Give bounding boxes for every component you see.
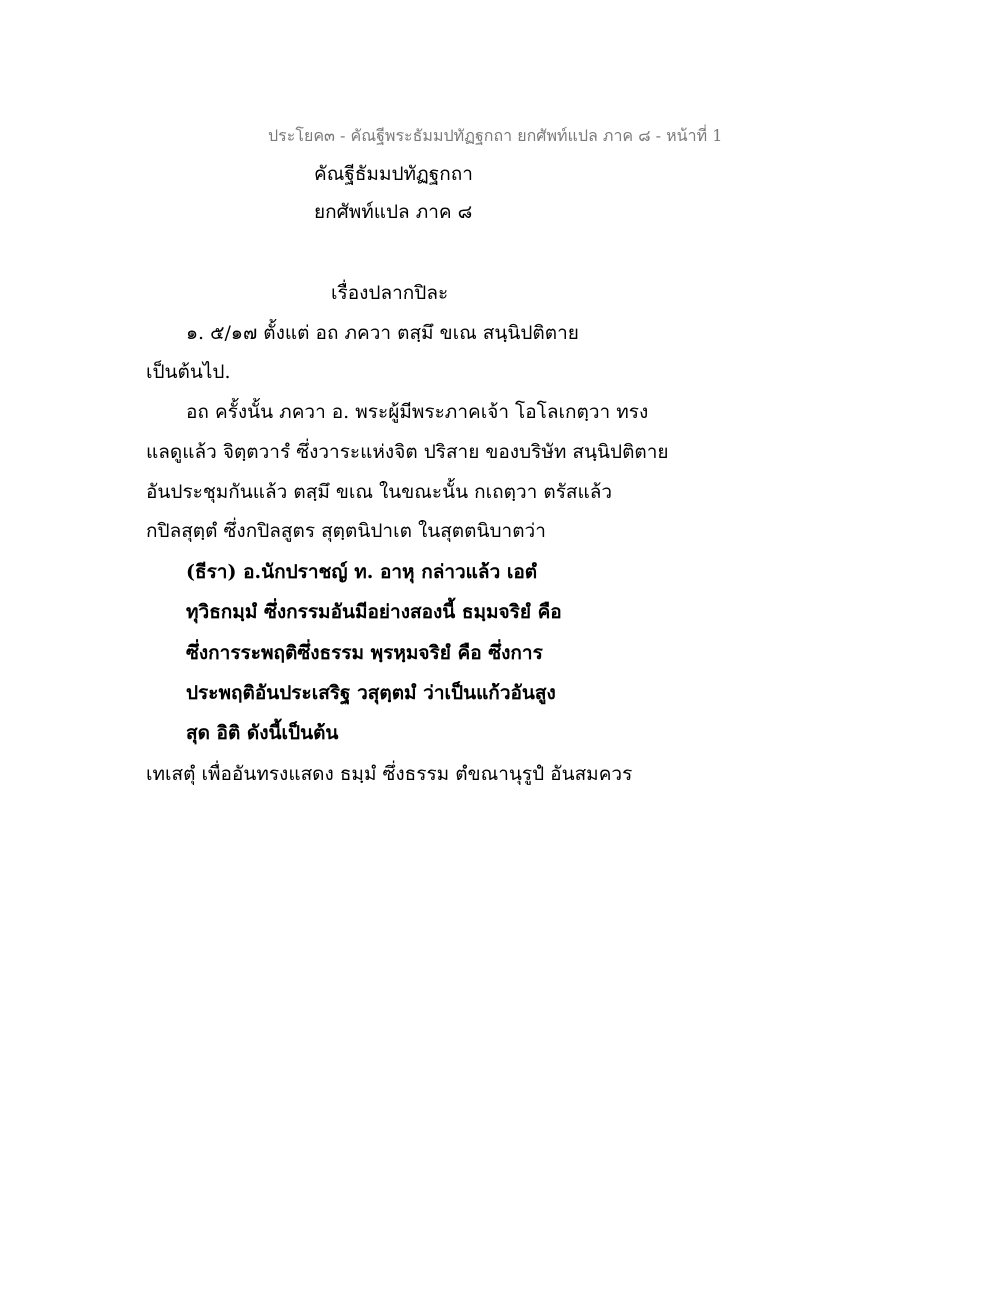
- paragraph-line: เทเสตุํ เพื่ออันทรงแสดง ธมฺมํ ซึ่งธรรม ตํขณานุรูปํ อันสมควร: [146, 763, 633, 785]
- document-title: คัณฐีธัมมปทัฏฐกถา: [314, 163, 473, 185]
- paragraph-line: อถ ครั้งนั้น ภควา อ. พระผู้มีพระภาคเจ้า โอโลเกตฺวา ทรง: [186, 401, 649, 423]
- verse-line: สุด อิติ ดังนี้เป็นต้น: [186, 722, 339, 744]
- verse-line: ประพฤติอันประเสริฐ วสุตฺตมํ ว่าเป็นแก้วอันสูง: [186, 682, 556, 704]
- verse-line: (ธีรา) อ.นักปราชญ์ ท. อาหุ กล่าวแล้ว เอตํ: [186, 561, 538, 583]
- paragraph-line: ๑. ๕/๑๗ ตั้งแต่ อถ ภควา ตสฺมึ ขเณ สนฺนิปติตาย: [186, 322, 579, 344]
- paragraph-line: แลดูแล้ว จิตฺตวารํ ซึ่งวาระแห่งจิต ปริสาย ของบริษัท สนฺนิปติตาย: [146, 441, 669, 463]
- verse-line: ทุวิธกมฺมํ ซึ่งกรรมอันมีอย่างสองนี้ ธมฺมจริยํ คือ: [186, 601, 562, 623]
- story-heading: เรื่องปลากปิละ: [331, 282, 449, 304]
- running-header: ประโยค๓ - คัณฐีพระธัมมปทัฏฐกถา ยกศัพท์แปล ภาค ๘ - หน้าที่ 1: [268, 126, 723, 145]
- paragraph-line: อันประชุมกันแล้ว ตสฺมึ ขเณ ในขณะนั้น กเถตฺวา ตรัสแล้ว: [146, 481, 613, 503]
- document-subtitle: ยกศัพท์แปล ภาค ๘: [314, 201, 473, 223]
- paragraph-line: กปิลสุตฺตํ ซึ่งกปิลสูตร สุตฺตนิปาเต ในสุตตนิบาตว่า: [146, 520, 546, 542]
- verse-line: ซึ่งการระพฤติซึ่งธรรม พฺรหฺมจริยํ คือ ซึ่งการ: [186, 642, 543, 664]
- paragraph-line: เป็นต้นไป.: [146, 361, 231, 383]
